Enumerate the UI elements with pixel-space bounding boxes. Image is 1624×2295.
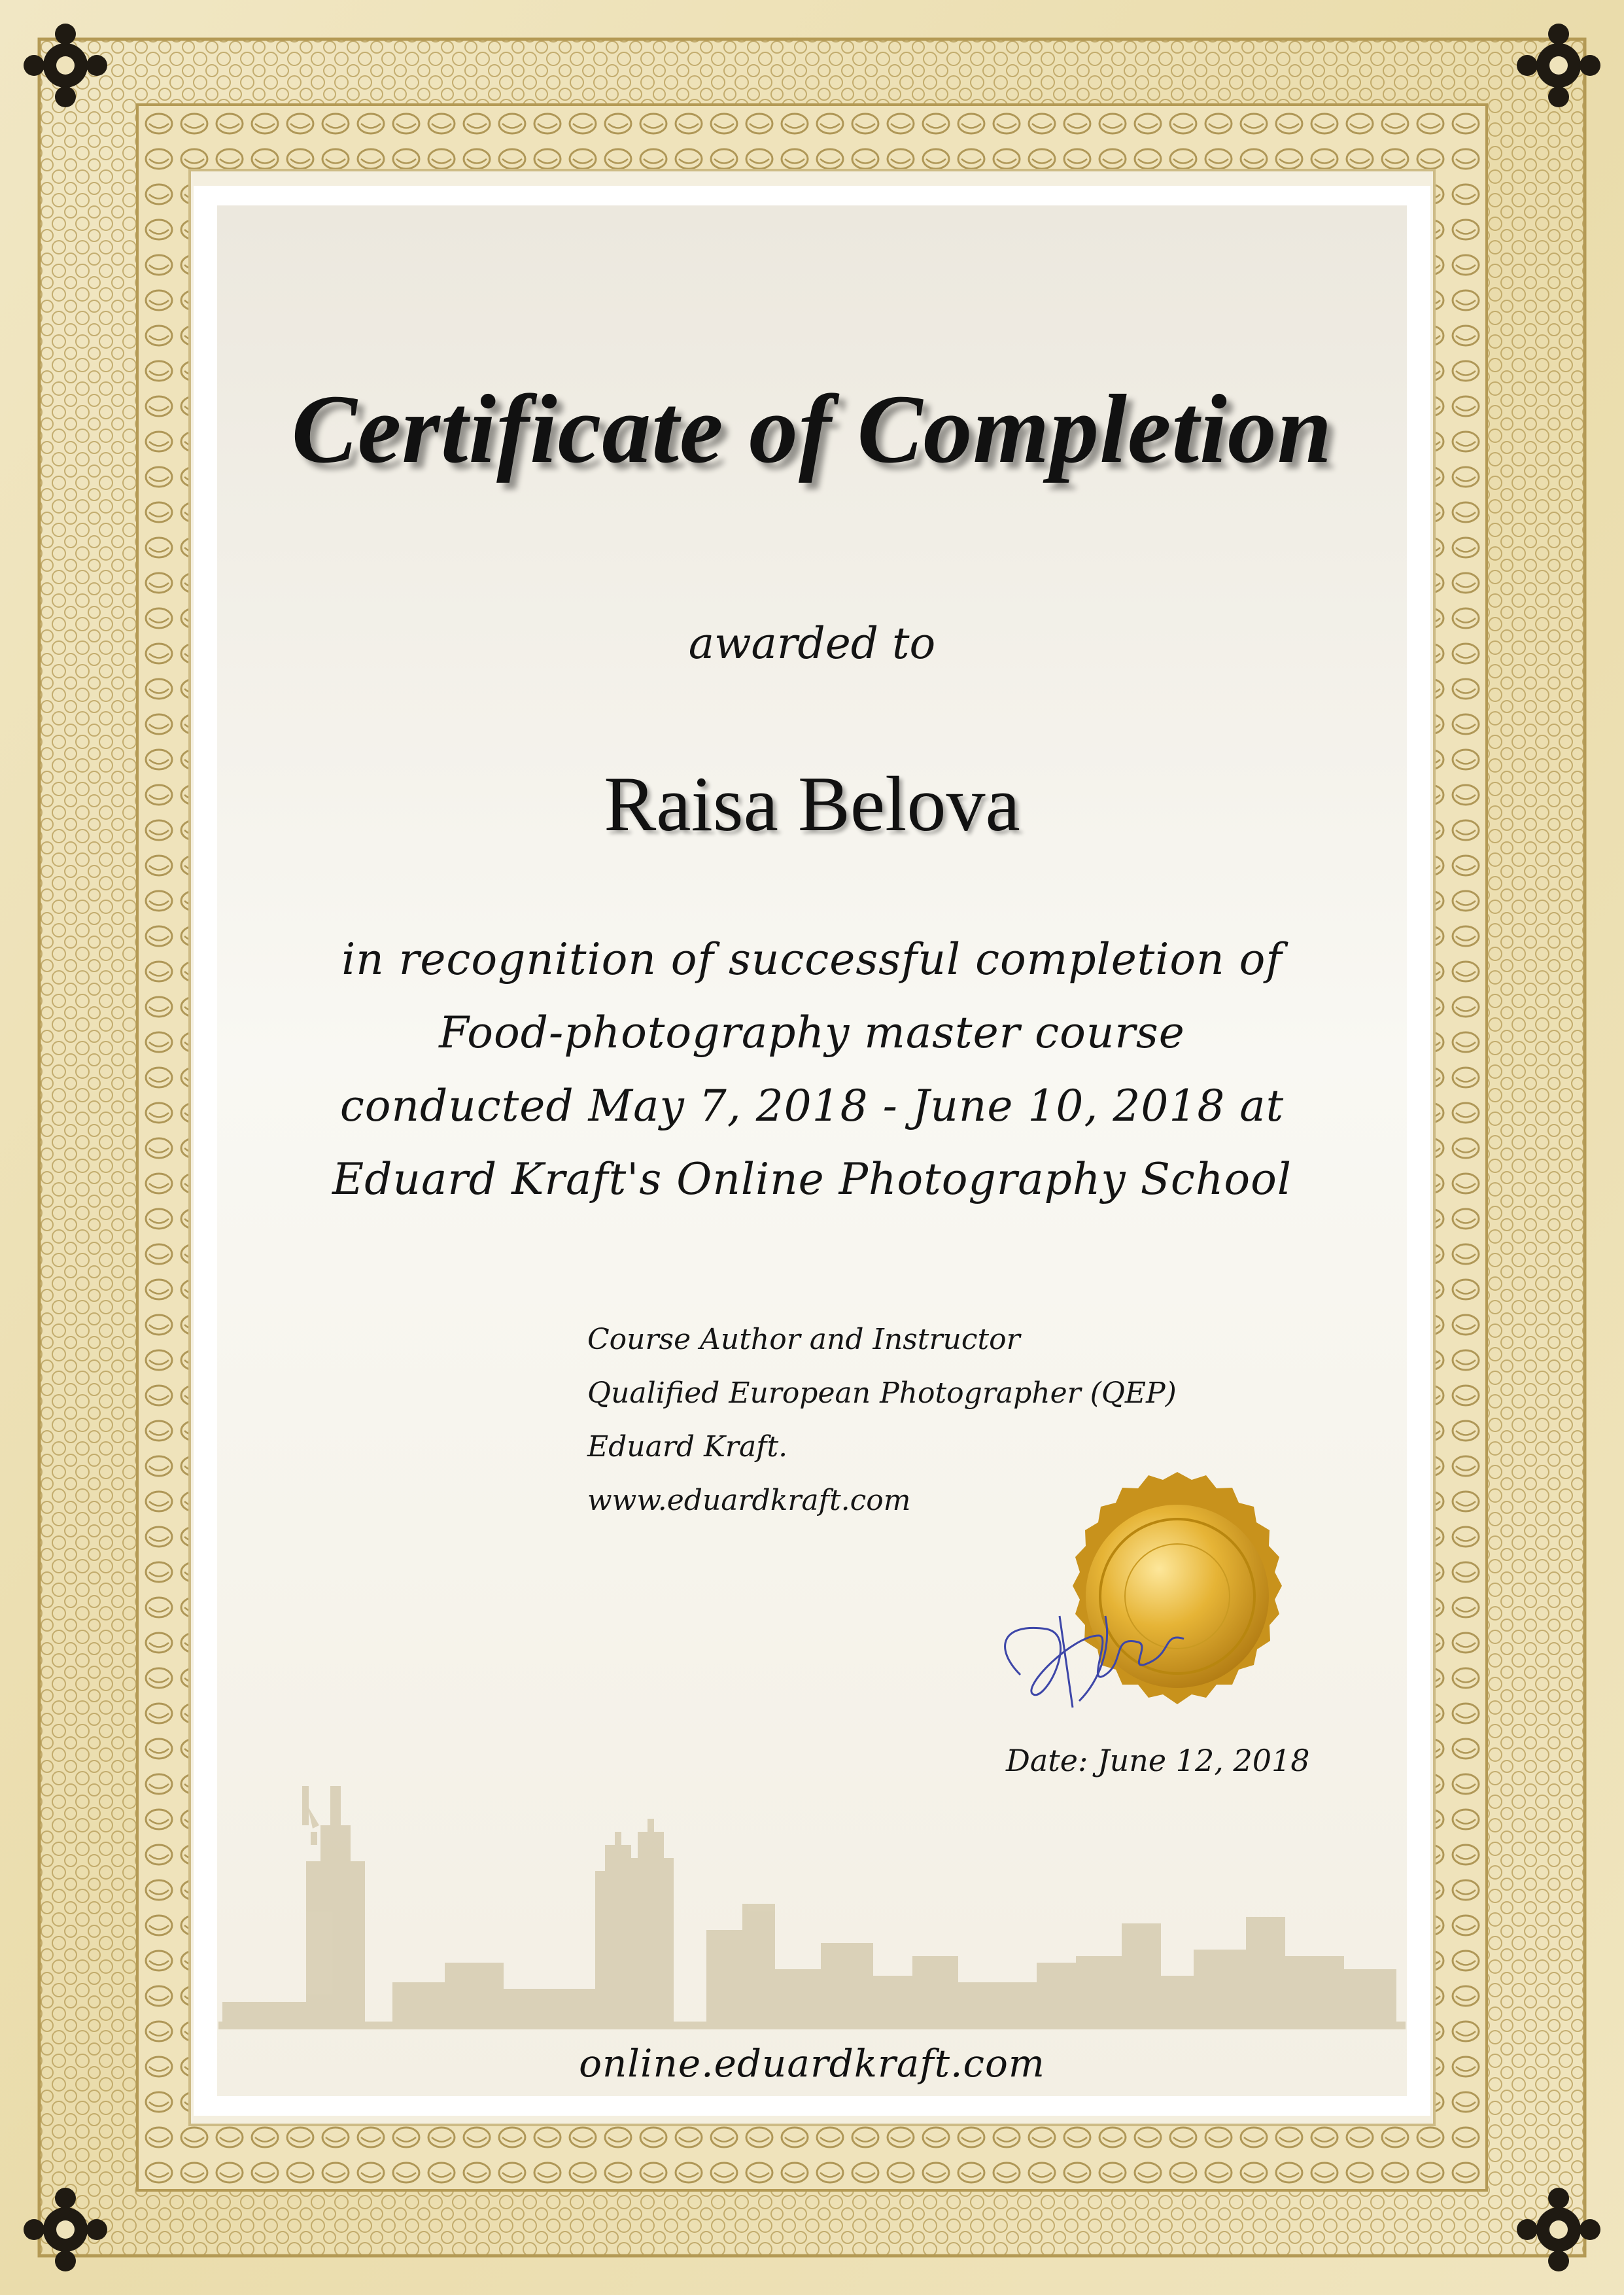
instructor-qualification: Qualified European Photographer (QEP) <box>587 1376 1177 1410</box>
recipient-name: Raisa Belova <box>604 760 1020 847</box>
awarded-to-label: awarded to <box>688 618 936 669</box>
course-dates-line: conducted May 7, 2018 - June 10, 2018 at <box>339 1081 1285 1131</box>
instructor-website: www.eduardkraft.com <box>587 1484 911 1517</box>
instructor-role: Course Author and Instructor <box>587 1323 1020 1356</box>
recognition-line: in recognition of successful completion of <box>341 934 1283 985</box>
school-name-line: Eduard Kraft's Online Photography School <box>332 1154 1292 1204</box>
course-name-line: Food-photography master course <box>439 1007 1185 1058</box>
issue-date: Date: June 12, 2018 <box>1006 1743 1310 1778</box>
instructor-name: Eduard Kraft. <box>587 1430 788 1463</box>
footer-url: online.eduardkraft.com <box>579 2041 1045 2086</box>
certificate-title: Certificate of Completion <box>291 375 1333 483</box>
